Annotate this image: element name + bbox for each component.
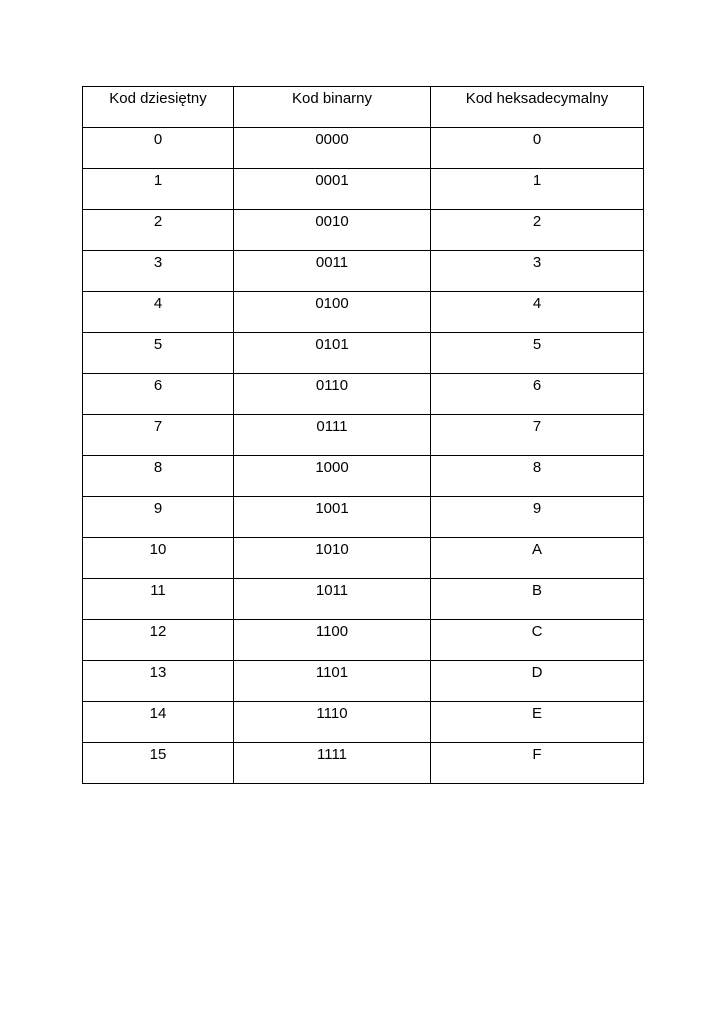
table-row — [83, 497, 644, 538]
cell-decimal-value: 11 — [150, 582, 166, 599]
table-row — [83, 661, 644, 702]
cell-binary-value: 0100 — [315, 295, 349, 312]
cell-binary-value: 1111 — [316, 746, 348, 763]
cell-hexadecimal-value: E — [531, 705, 542, 722]
cell-decimal-value: 12 — [149, 623, 167, 640]
cell-hexadecimal-value: 2 — [532, 213, 542, 230]
cell-binary — [234, 415, 431, 456]
table-body — [83, 128, 644, 784]
table-row — [83, 702, 644, 743]
cell-hexadecimal-value: B — [531, 582, 542, 599]
cell-hexadecimal-value: 5 — [532, 336, 542, 353]
cell-decimal-value: 9 — [153, 500, 163, 517]
cell-hexadecimal-value: D — [531, 664, 543, 681]
cell-hexadecimal-value: A — [531, 541, 542, 558]
table-row — [83, 456, 644, 497]
table-row — [83, 374, 644, 415]
cell-binary — [234, 702, 431, 743]
cell-decimal-value: 10 — [149, 541, 167, 558]
cell-hexadecimal — [431, 497, 644, 538]
cell-decimal — [83, 210, 234, 251]
cell-binary — [234, 497, 431, 538]
cell-hexadecimal-value: 9 — [532, 500, 542, 517]
cell-binary-value: 1000 — [315, 459, 349, 476]
cell-decimal — [83, 292, 234, 333]
cell-hexadecimal-value: 8 — [532, 459, 542, 476]
cell-hexadecimal — [431, 620, 644, 661]
cell-decimal — [83, 620, 234, 661]
cell-hexadecimal-value: C — [531, 623, 543, 640]
cell-binary — [234, 456, 431, 497]
table-row — [83, 251, 644, 292]
table-row — [83, 333, 644, 374]
cell-binary-value: 1100 — [315, 623, 349, 640]
cell-hexadecimal — [431, 579, 644, 620]
cell-decimal-value: 7 — [153, 418, 163, 435]
cell-binary — [234, 579, 431, 620]
cell-decimal-value: 8 — [153, 459, 163, 476]
cell-decimal — [83, 251, 234, 292]
cell-hexadecimal — [431, 661, 644, 702]
cell-decimal-value: 14 — [149, 705, 167, 722]
cell-decimal-value: 2 — [153, 213, 163, 230]
table-header — [83, 87, 644, 128]
cell-decimal — [83, 579, 234, 620]
cell-binary-value: 1001 — [315, 500, 349, 517]
table-row — [83, 169, 644, 210]
cell-decimal-value: 5 — [153, 336, 163, 353]
cell-hexadecimal — [431, 415, 644, 456]
cell-hexadecimal-value: 3 — [532, 254, 542, 271]
table-row — [83, 292, 644, 333]
header-row — [83, 87, 644, 128]
cell-decimal — [83, 456, 234, 497]
cell-hexadecimal-value: 7 — [532, 418, 542, 435]
header-decimal-label: Kod dziesiętny — [109, 90, 207, 107]
cell-binary-value: 1110 — [316, 705, 348, 722]
cell-hexadecimal — [431, 333, 644, 374]
cell-decimal — [83, 169, 234, 210]
table-row — [83, 128, 644, 169]
cell-decimal — [83, 661, 234, 702]
cell-decimal-value: 4 — [153, 295, 163, 312]
cell-decimal — [83, 538, 234, 579]
table-row — [83, 415, 644, 456]
cell-decimal-value: 15 — [149, 746, 167, 763]
cell-decimal — [83, 497, 234, 538]
header-decimal — [83, 87, 234, 128]
cell-binary-value: 0000 — [315, 131, 349, 148]
cell-binary — [234, 292, 431, 333]
cell-decimal — [83, 333, 234, 374]
cell-decimal — [83, 415, 234, 456]
cell-hexadecimal — [431, 743, 644, 784]
cell-binary-value: 0011 — [315, 254, 349, 271]
cell-binary-value: 1010 — [315, 541, 349, 558]
cell-binary — [234, 661, 431, 702]
cell-binary — [234, 743, 431, 784]
cell-binary-value: 1101 — [315, 664, 349, 681]
cell-decimal-value: 6 — [153, 377, 163, 394]
cell-binary-value: 0001 — [315, 172, 349, 189]
cell-binary — [234, 620, 431, 661]
cell-hexadecimal-value: 6 — [532, 377, 542, 394]
cell-decimal — [83, 128, 234, 169]
header-binary-label: Kod binarny — [291, 90, 373, 107]
cell-hexadecimal — [431, 538, 644, 579]
header-hexadecimal — [431, 87, 644, 128]
cell-binary-value: 0101 — [315, 336, 349, 353]
cell-decimal — [83, 374, 234, 415]
cell-hexadecimal-value: F — [532, 746, 542, 763]
cell-binary-value: 1011 — [315, 582, 349, 599]
cell-hexadecimal — [431, 374, 644, 415]
cell-binary — [234, 538, 431, 579]
cell-hexadecimal — [431, 292, 644, 333]
table-row — [83, 620, 644, 661]
cell-binary — [234, 374, 431, 415]
cell-hexadecimal-value: 4 — [532, 295, 542, 312]
table-row — [83, 743, 644, 784]
cell-hexadecimal — [431, 456, 644, 497]
table-row — [83, 538, 644, 579]
cell-decimal — [83, 743, 234, 784]
cell-hexadecimal — [431, 251, 644, 292]
cell-binary-value: 0110 — [315, 377, 349, 394]
cell-binary — [234, 169, 431, 210]
cell-decimal — [83, 702, 234, 743]
cell-binary-value: 0010 — [315, 213, 349, 230]
cell-decimal-value: 1 — [153, 172, 163, 189]
cell-binary — [234, 128, 431, 169]
number-conversion-table — [82, 86, 644, 784]
cell-decimal-value: 0 — [153, 131, 163, 148]
cell-hexadecimal — [431, 702, 644, 743]
cell-hexadecimal-value: 0 — [532, 131, 542, 148]
cell-binary — [234, 333, 431, 374]
cell-binary — [234, 251, 431, 292]
cell-hexadecimal-value: 1 — [532, 172, 542, 189]
cell-binary-value: 0111 — [316, 418, 348, 435]
table-row — [83, 579, 644, 620]
header-binary — [234, 87, 431, 128]
table-row — [83, 210, 644, 251]
cell-binary — [234, 210, 431, 251]
cell-hexadecimal — [431, 169, 644, 210]
cell-hexadecimal — [431, 210, 644, 251]
cell-hexadecimal — [431, 128, 644, 169]
header-hexadecimal-label: Kod heksadecymalny — [465, 90, 609, 107]
cell-decimal-value: 13 — [149, 664, 167, 681]
cell-decimal-value: 3 — [153, 254, 163, 271]
